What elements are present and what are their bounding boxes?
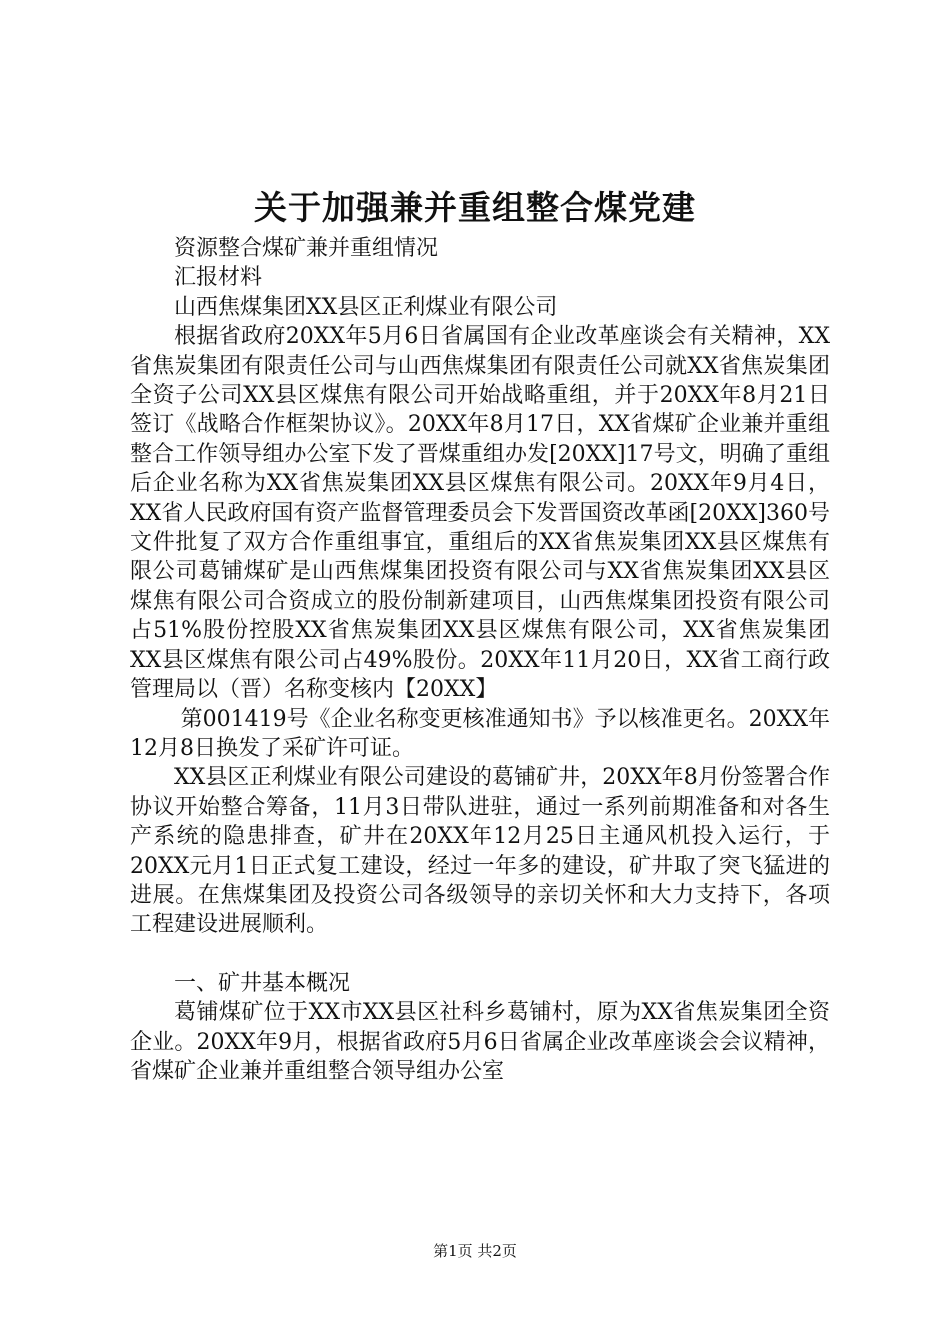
body-paragraph: XX县区正利煤业有限公司建设的葛铺矿井，20XX年8月份签署合作协议开始整合筹备，11月3日带队进驻，通过一系列前期准备和对各生产系统的隐患排查，矿井在20XX年12月25日主通风机投入运行，于20XX元月1日正式复工建设，经过一年多的建设，矿井取了突飞猛进的进展。在焦煤集团及投资公司各级领导的亲切关怀和大力支持下，各项工程建设进展顺利。 xyxy=(130,765,830,938)
document-body xyxy=(130,234,830,1086)
subtitle-line: 汇报材料 xyxy=(174,265,263,291)
body-paragraph: 第001419号《企业名称变更核准通知书》予以核准更名。20XX年12月8日换发了采矿许可证。 xyxy=(130,706,830,761)
document-title: 关于加强兼并重组整合煤党建 xyxy=(254,188,696,227)
body-paragraph: 根据省政府20XX年5月6日省属国有企业改革座谈会有关精神，XX省焦炭集团有限责任公司与山西焦煤集团有限责任公司就XX省焦炭集团全资子公司XX县区煤焦有限公司开始战略重组，并于20XX年8月21日签订《战略合作框架协议》。20XX年8月17日，XX省煤矿企业兼并重组整合工作领导组办公室下发了晋煤重组办发[20XX]17号文，明确了重组后企业名称为XX省焦炭集团XX县区煤焦有限公司。20XX年9月4日，XX省人民政府国有资产监督管理委员会下发晋国资改革函[20XX]360号文件批复了双方合作重组事宜，重组后的XX省焦炭集团XX县区煤焦有限公司葛铺煤矿是山西焦煤集团投资有限公司与XX省焦炭集团XX县区煤焦有限公司合资成立的股份制新建项目，山西焦煤集团投资有限公司占51%股份控股XX省焦炭集团XX县区煤焦有限公司，XX省焦炭集团XX县区煤焦有限公司占49%股份。20XX年11月20日，XX省工商行政管理局以（晋）名称变核内【20XX】 xyxy=(130,324,830,703)
company-name: 山西焦煤集团XX县区正利煤业有限公司 xyxy=(174,294,558,320)
paragraph-gap xyxy=(130,940,830,969)
body-paragraph: 葛铺煤矿位于XX市XX县区社科乡葛铺村，原为XX省焦炭集团全资企业。20XX年9月，根据省政府5月6日省属企业改革座谈会会议精神，省煤矿企业兼并重组整合领导组办公室 xyxy=(130,1000,830,1084)
subtitle-line: 资源整合煤矿兼并重组情况 xyxy=(174,236,439,261)
page-footer: 第1页 共2页 xyxy=(433,1242,517,1260)
section-heading: 一、矿井基本概况 xyxy=(174,970,351,996)
